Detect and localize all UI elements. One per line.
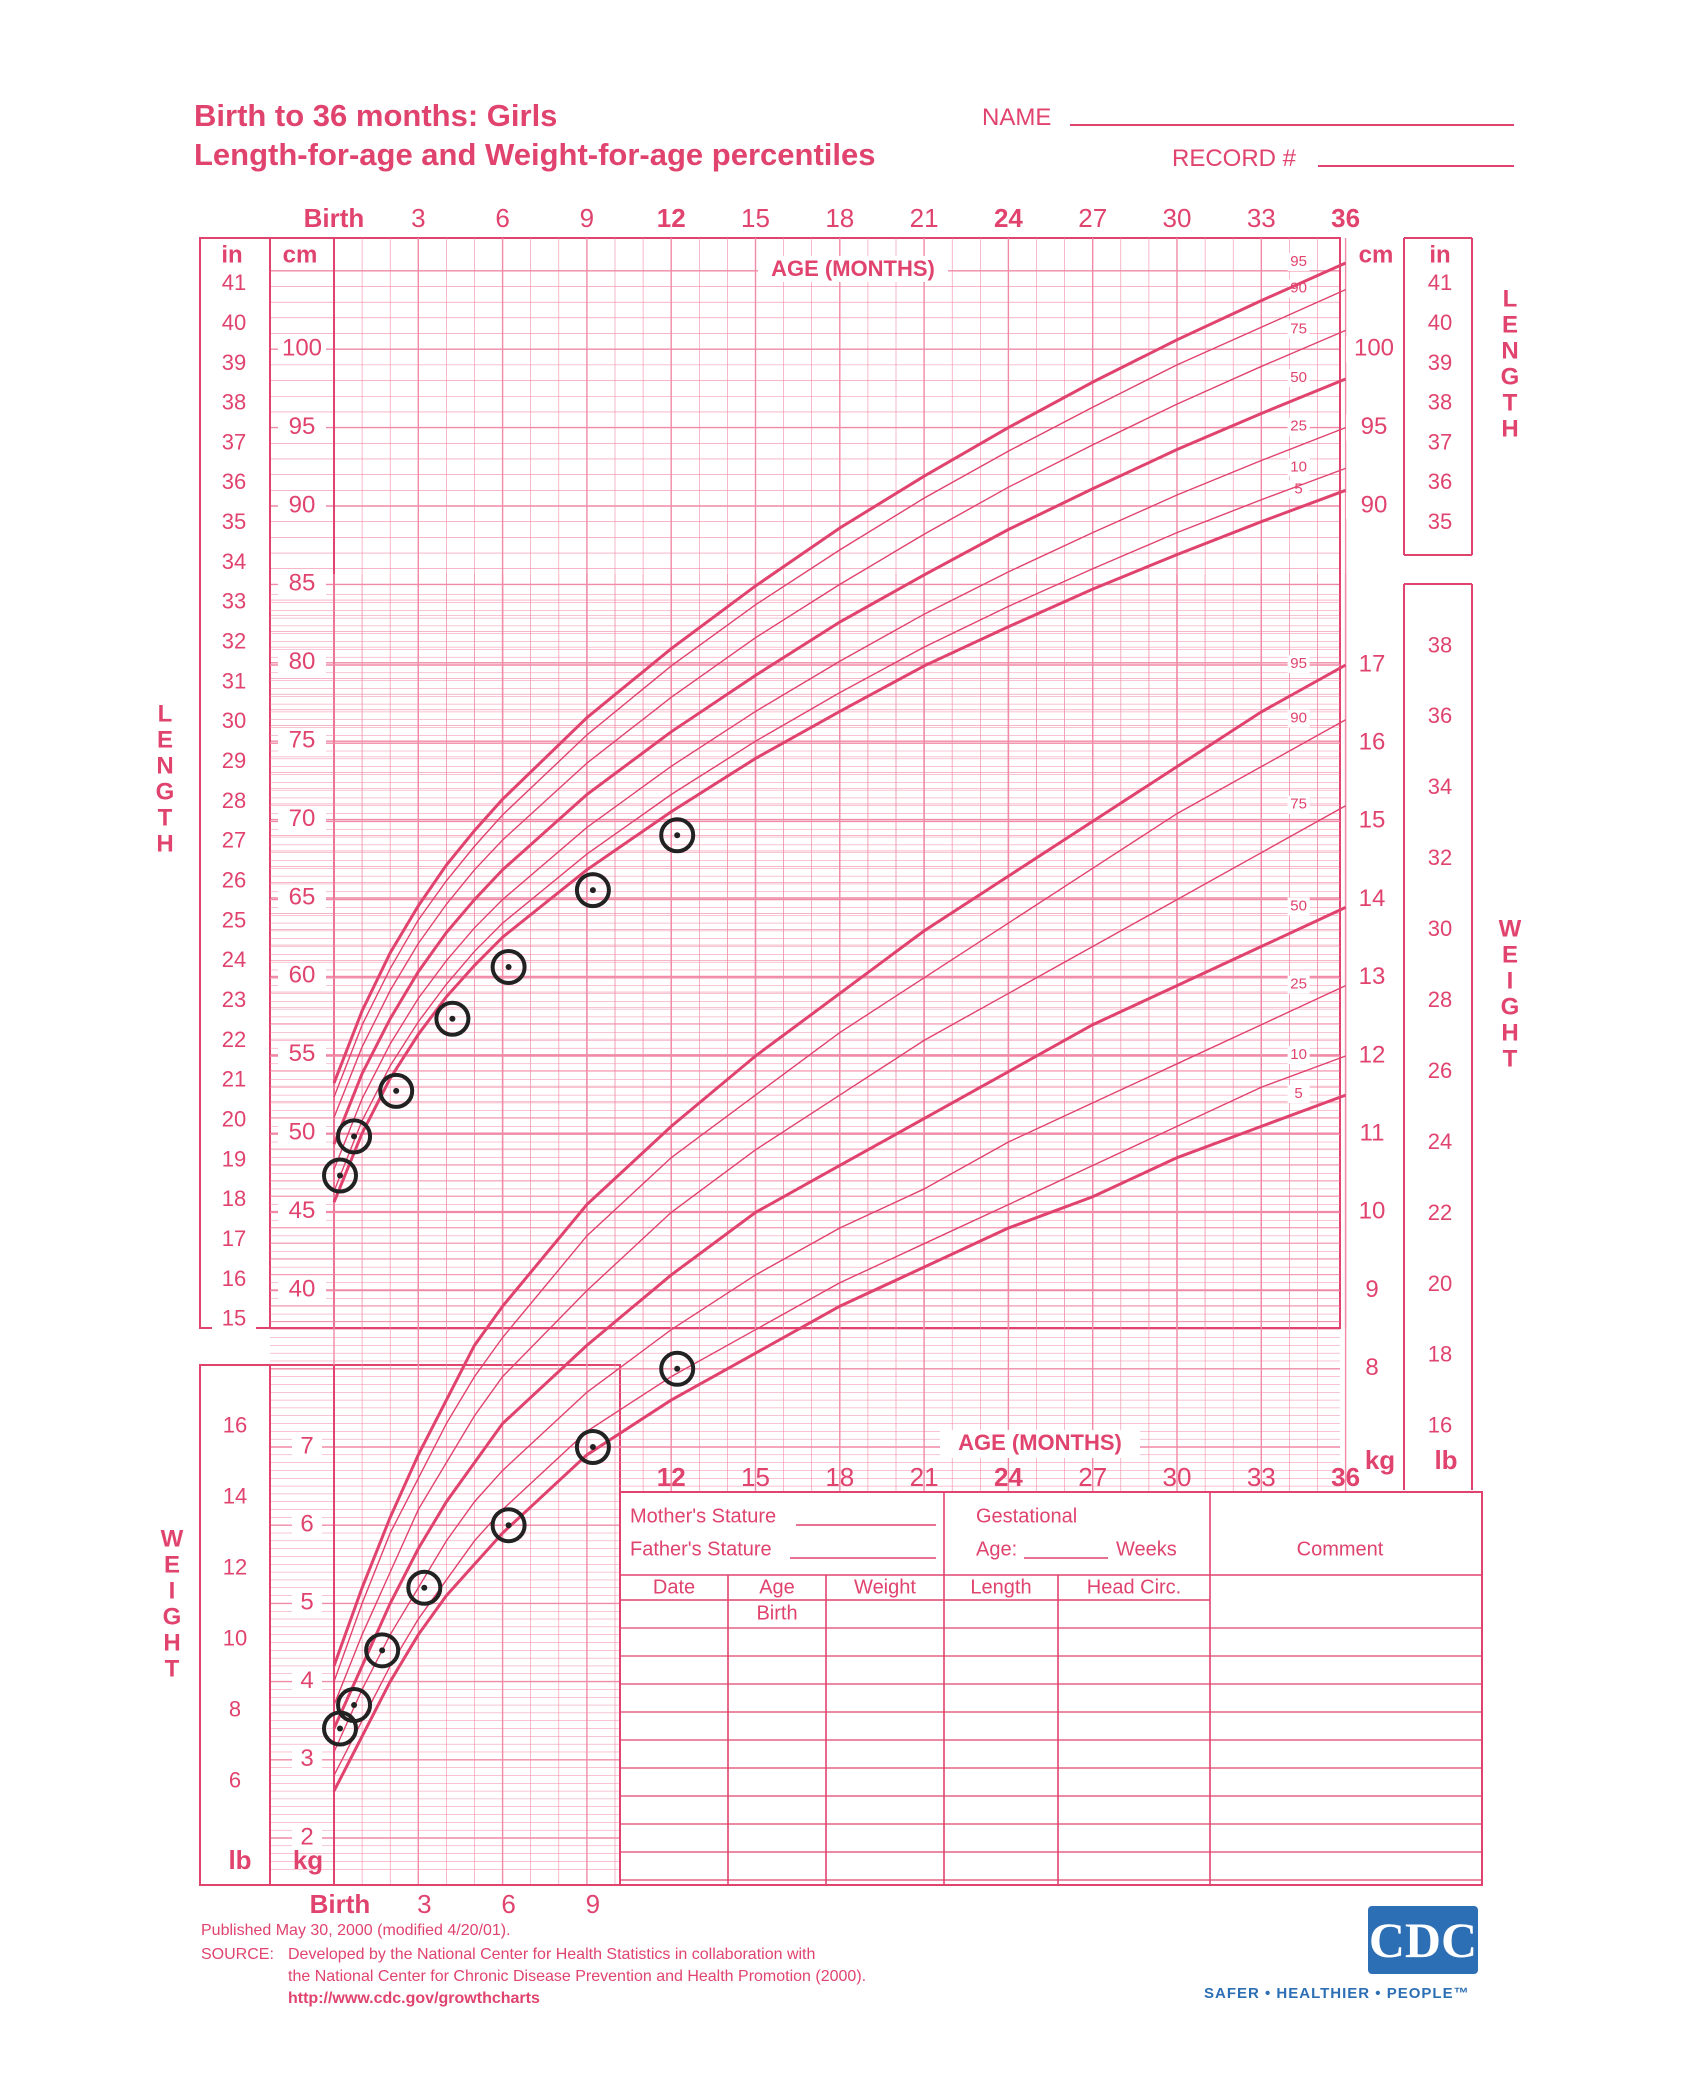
length-measurement-dot	[449, 1016, 455, 1022]
length-percentile-25-label: 25	[1290, 417, 1307, 435]
weight-kg-tick-label-right: 13	[1358, 963, 1386, 991]
side-label-weight-left: H	[163, 1629, 181, 1657]
length-in-tick-label-right: 38	[1427, 389, 1453, 415]
age-tick-label-top: 36	[1331, 202, 1361, 233]
col-header-age: Age	[759, 1576, 795, 1599]
length-measurement-dot	[674, 832, 680, 838]
age-tick-label-top: 6	[495, 202, 510, 233]
weight-lb-tick-label-right: 36	[1427, 703, 1453, 729]
side-label-weight-left: G	[162, 1603, 182, 1631]
age-tick-label-bottom: 6	[501, 1888, 516, 1919]
side-label-length-left: L	[157, 700, 173, 728]
side-label-length-left: H	[156, 830, 174, 858]
col-header-head-circ: Head Circ.	[1086, 1576, 1182, 1599]
length-in-tick-label: 25	[221, 907, 247, 933]
weight-lb-tick-label-right: 38	[1427, 632, 1453, 658]
length-in-tick-label: 39	[221, 349, 247, 375]
weight-lb-tick-label: 12	[222, 1554, 248, 1580]
side-label-length-left: T	[157, 804, 173, 832]
age-axis-label-mid: AGE (MONTHS)	[958, 1429, 1122, 1455]
length-in-tick-label: 24	[221, 947, 247, 973]
weight-lb-tick-label: 16	[222, 1412, 248, 1438]
length-in-tick-label: 17	[221, 1225, 247, 1251]
weight-lb-tick-label-right: 28	[1427, 987, 1453, 1013]
length-in-tick-label: 23	[221, 986, 247, 1012]
fathers-stature-label: Father's Stature	[630, 1538, 772, 1561]
weight-kg-tick-label: 6	[300, 1510, 314, 1538]
side-label-length-right: T	[1502, 389, 1518, 417]
weight-measurement-dot	[590, 1444, 596, 1450]
length-cm-tick-label: 95	[288, 412, 316, 440]
length-in-tick-label: 15	[221, 1305, 247, 1331]
published-note: Published May 30, 2000 (modified 4/20/01).	[201, 1922, 511, 1939]
age-tick-label-top: 18	[825, 202, 855, 233]
unit-label-lb: lb	[228, 1844, 252, 1875]
weight-lb-tick-label-right: 24	[1427, 1128, 1453, 1154]
weight-lb-tick-label-right: 18	[1427, 1341, 1453, 1367]
weight-kg-tick-label-right: 15	[1358, 806, 1386, 834]
unit-label-in: in	[221, 241, 243, 269]
length-percentile-75-label: 75	[1290, 320, 1307, 338]
weight-lb-tick-label-right: 26	[1427, 1057, 1453, 1083]
side-label-weight-right: W	[1498, 915, 1522, 943]
length-in-tick-label: 16	[221, 1265, 247, 1291]
weight-percentile-50-label: 50	[1290, 897, 1307, 915]
length-measurement-dot	[351, 1133, 357, 1139]
weight-measurement-dot	[506, 1522, 512, 1528]
length-in-tick-label: 20	[221, 1106, 247, 1132]
length-in-tick-label: 19	[221, 1146, 247, 1172]
length-in-tick-label: 36	[221, 469, 247, 495]
length-cm-tick-label: 50	[288, 1118, 316, 1146]
length-percentile-10-label: 10	[1290, 458, 1307, 476]
length-in-tick-label: 40	[221, 309, 247, 335]
weight-measurement-dot	[351, 1702, 357, 1708]
length-in-tick-label: 21	[221, 1066, 247, 1092]
side-label-weight-left: W	[160, 1525, 184, 1553]
weight-measurement-dot	[674, 1366, 680, 1372]
weight-kg-tick-label: 4	[300, 1666, 314, 1694]
chart-title-line1: Birth to 36 months: Girls	[194, 98, 558, 133]
col-header-length: Length	[970, 1576, 1032, 1599]
weight-percentile-5-label: 5	[1294, 1085, 1303, 1103]
weight-lb-tick-label-right: 30	[1427, 916, 1453, 942]
weight-lb-tick-label: 6	[228, 1767, 242, 1793]
age-tick-label-mid: 27	[1078, 1461, 1108, 1492]
length-in-tick-label: 32	[221, 628, 247, 654]
length-percentile-50-label: 50	[1290, 368, 1307, 386]
unit-label-cm-right: cm	[1358, 241, 1394, 269]
source-line1: Developed by the National Center for Health Statistics in collaboration with	[288, 1946, 816, 1963]
length-cm-tick-label-right: 90	[1360, 491, 1388, 519]
age-tick-label-top: 30	[1162, 202, 1192, 233]
weight-measurement-dot	[421, 1585, 427, 1591]
cdc-tagline: SAFER • HEALTHIER • PEOPLE™	[1204, 1985, 1470, 2002]
length-in-tick-label: 31	[221, 668, 247, 694]
length-cm-tick-label: 65	[288, 883, 316, 911]
unit-label-in-right: in	[1429, 241, 1451, 269]
weight-panel-frame	[200, 1365, 620, 1885]
side-label-length-left: G	[155, 778, 175, 806]
length-in-tick-label-right: 40	[1427, 309, 1453, 335]
length-in-tick-label: 33	[221, 588, 247, 614]
weight-kg-tick-label-right: 17	[1358, 650, 1386, 678]
weight-kg-tick-label-right: 9	[1365, 1275, 1379, 1303]
length-in-tick-label: 34	[221, 548, 247, 574]
length-cm-tick-label: 55	[288, 1040, 316, 1068]
weight-kg-tick-label: 7	[300, 1432, 314, 1460]
age-tick-label-top: 24	[993, 202, 1023, 233]
length-in-tick-label: 30	[221, 708, 247, 734]
weight-lb-tick-label-right: 32	[1427, 845, 1453, 871]
length-in-tick-label: 37	[221, 429, 247, 455]
length-in-tick-label: 27	[221, 827, 247, 853]
weight-measurement-dot	[379, 1647, 385, 1653]
weight-lb-tick-label-right: 34	[1427, 774, 1453, 800]
weight-kg-tick-label-right: 8	[1365, 1354, 1379, 1382]
length-cm-tick-label-right: 95	[1360, 412, 1388, 440]
age-tick-label-mid: 21	[909, 1461, 939, 1492]
side-label-weight-left: T	[164, 1655, 180, 1683]
length-in-tick-label: 29	[221, 748, 247, 774]
length-in-tick-label: 28	[221, 787, 247, 813]
side-label-length-right: H	[1501, 415, 1519, 443]
length-cm-tick-label: 45	[288, 1196, 316, 1224]
length-cm-tick-label: 75	[288, 726, 316, 754]
unit-label-kg-right: kg	[1364, 1444, 1396, 1475]
comment-label: Comment	[1296, 1538, 1384, 1561]
length-cm-tick-label: 60	[288, 961, 316, 989]
age-tick-label-bottom: 3	[417, 1888, 432, 1919]
side-label-length-left: N	[156, 752, 174, 780]
source-line2: the National Center for Chronic Disease Prevention and Health Promotion (2000).	[288, 1968, 867, 1985]
first-row-age: Birth	[756, 1602, 798, 1625]
weight-kg-tick-label-right: 16	[1358, 728, 1386, 756]
age-tick-label-top: 33	[1246, 202, 1276, 233]
side-label-weight-right: T	[1502, 1045, 1518, 1073]
unit-label-kg: kg	[292, 1844, 324, 1875]
side-label-length-right: L	[1502, 285, 1518, 313]
mothers-stature-label: Mother's Stature	[630, 1505, 777, 1528]
weight-lb-tick-label: 14	[222, 1483, 248, 1509]
age-tick-label-top: Birth	[303, 202, 365, 233]
age-tick-label-mid: 12	[656, 1461, 686, 1492]
weight-lb-tick-label-right: 22	[1427, 1199, 1453, 1225]
weight-kg-tick-label-right: 12	[1358, 1041, 1386, 1069]
gestational-label: Gestational	[976, 1505, 1078, 1528]
unit-label-cm: cm	[282, 241, 318, 269]
weight-percentile-95-label: 95	[1290, 654, 1307, 672]
weight-kg-tick-label-right: 11	[1359, 1119, 1385, 1147]
length-cm-tick-label: 40	[288, 1275, 316, 1303]
length-in-tick-label: 41	[221, 270, 247, 296]
weight-percentile-25-label: 25	[1290, 975, 1307, 993]
length-cm-tick-label-right: 100	[1353, 334, 1395, 362]
age-tick-label-top: 9	[579, 202, 595, 233]
length-in-tick-label-right: 35	[1427, 509, 1453, 535]
gestational-age-label: Age:	[976, 1538, 1018, 1561]
side-label-weight-right: E	[1501, 941, 1519, 969]
age-axis-label-top: AGE (MONTHS)	[771, 255, 935, 281]
age-tick-label-mid: 36	[1331, 1461, 1361, 1492]
length-percentile-95-label: 95	[1290, 252, 1307, 270]
length-in-tick-label-right: 41	[1427, 270, 1453, 296]
weight-measurement-dot	[337, 1726, 343, 1732]
weight-kg-tick-label-right: 10	[1358, 1197, 1386, 1225]
side-label-weight-left: I	[168, 1577, 176, 1605]
age-tick-label-bottom: Birth	[309, 1888, 371, 1919]
cdc-logo: CDC	[1368, 1906, 1478, 1974]
source-url-link[interactable]: http://www.cdc.gov/growthcharts	[288, 1990, 540, 2007]
record-label: RECORD #	[1172, 145, 1297, 172]
age-tick-label-top: 12	[656, 202, 686, 233]
length-measurement-dot	[506, 964, 512, 970]
weight-kg-tick-label-right: 14	[1358, 884, 1386, 912]
unit-label-lb-right: lb	[1434, 1444, 1458, 1475]
weight-kg-tick-label: 3	[300, 1745, 314, 1773]
col-header-weight: Weight	[854, 1576, 916, 1599]
length-measurement-dot	[337, 1173, 343, 1179]
side-label-weight-left: E	[163, 1551, 181, 1579]
weight-lb-tick-label: 8	[228, 1696, 242, 1722]
age-tick-label-top: 15	[741, 202, 770, 233]
length-cm-tick-label: 100	[281, 334, 323, 362]
weight-lb-tick-label-right: 20	[1427, 1270, 1453, 1296]
length-measurement-dot	[590, 887, 596, 893]
name-label: NAME	[982, 104, 1052, 131]
source-label: SOURCE:	[201, 1946, 274, 1963]
side-label-length-right: G	[1500, 363, 1520, 391]
age-tick-label-mid: 18	[825, 1461, 855, 1492]
col-header-date: Date	[652, 1576, 696, 1599]
length-cm-tick-label: 70	[288, 804, 316, 832]
age-tick-label-bottom: 9	[585, 1888, 601, 1919]
weight-percentile-90-label: 90	[1290, 709, 1307, 727]
length-percentile-5-label: 5	[1294, 480, 1303, 498]
age-tick-label-mid: 33	[1246, 1461, 1276, 1492]
chart-title-line2: Length-for-age and Weight-for-age percentiles	[194, 137, 876, 172]
age-tick-label-top: 3	[411, 202, 426, 233]
age-tick-label-top: 21	[909, 202, 939, 233]
age-tick-label-top: 27	[1078, 202, 1108, 233]
side-label-length-left: E	[156, 726, 174, 754]
age-tick-label-mid: 24	[993, 1461, 1023, 1492]
side-label-length-right: N	[1501, 337, 1519, 365]
length-in-tick-label-right: 37	[1427, 429, 1453, 455]
length-in-tick-label: 26	[221, 867, 247, 893]
length-in-tick-label: 38	[221, 389, 247, 415]
age-tick-label-mid: 15	[741, 1461, 770, 1492]
age-tick-label-mid: 30	[1162, 1461, 1192, 1492]
weight-lb-tick-label-right: 16	[1427, 1412, 1453, 1438]
weight-kg-tick-label: 5	[300, 1588, 314, 1616]
weight-lb-tick-label: 10	[222, 1625, 248, 1651]
length-cm-tick-label: 85	[288, 569, 316, 597]
weeks-label: Weeks	[1116, 1538, 1177, 1561]
length-in-tick-label-right: 36	[1427, 469, 1453, 495]
length-in-tick-label: 18	[221, 1186, 247, 1212]
weight-kg-tick-label: 2	[300, 1823, 314, 1851]
length-in-tick-label-right: 39	[1427, 349, 1453, 375]
length-in-tick-label: 35	[221, 509, 247, 535]
side-label-weight-right: G	[1500, 993, 1520, 1021]
side-label-length-right: E	[1501, 311, 1519, 339]
length-cm-tick-label: 80	[288, 648, 316, 676]
length-in-tick-label: 22	[221, 1026, 247, 1052]
length-cm-tick-label: 90	[288, 491, 316, 519]
weight-percentile-75-label: 75	[1290, 795, 1307, 813]
length-measurement-dot	[393, 1088, 399, 1094]
weight-percentile-10-label: 10	[1290, 1045, 1307, 1063]
side-label-weight-right: I	[1506, 967, 1514, 995]
length-percentile-90-label: 90	[1290, 279, 1307, 297]
side-label-weight-right: H	[1501, 1019, 1519, 1047]
